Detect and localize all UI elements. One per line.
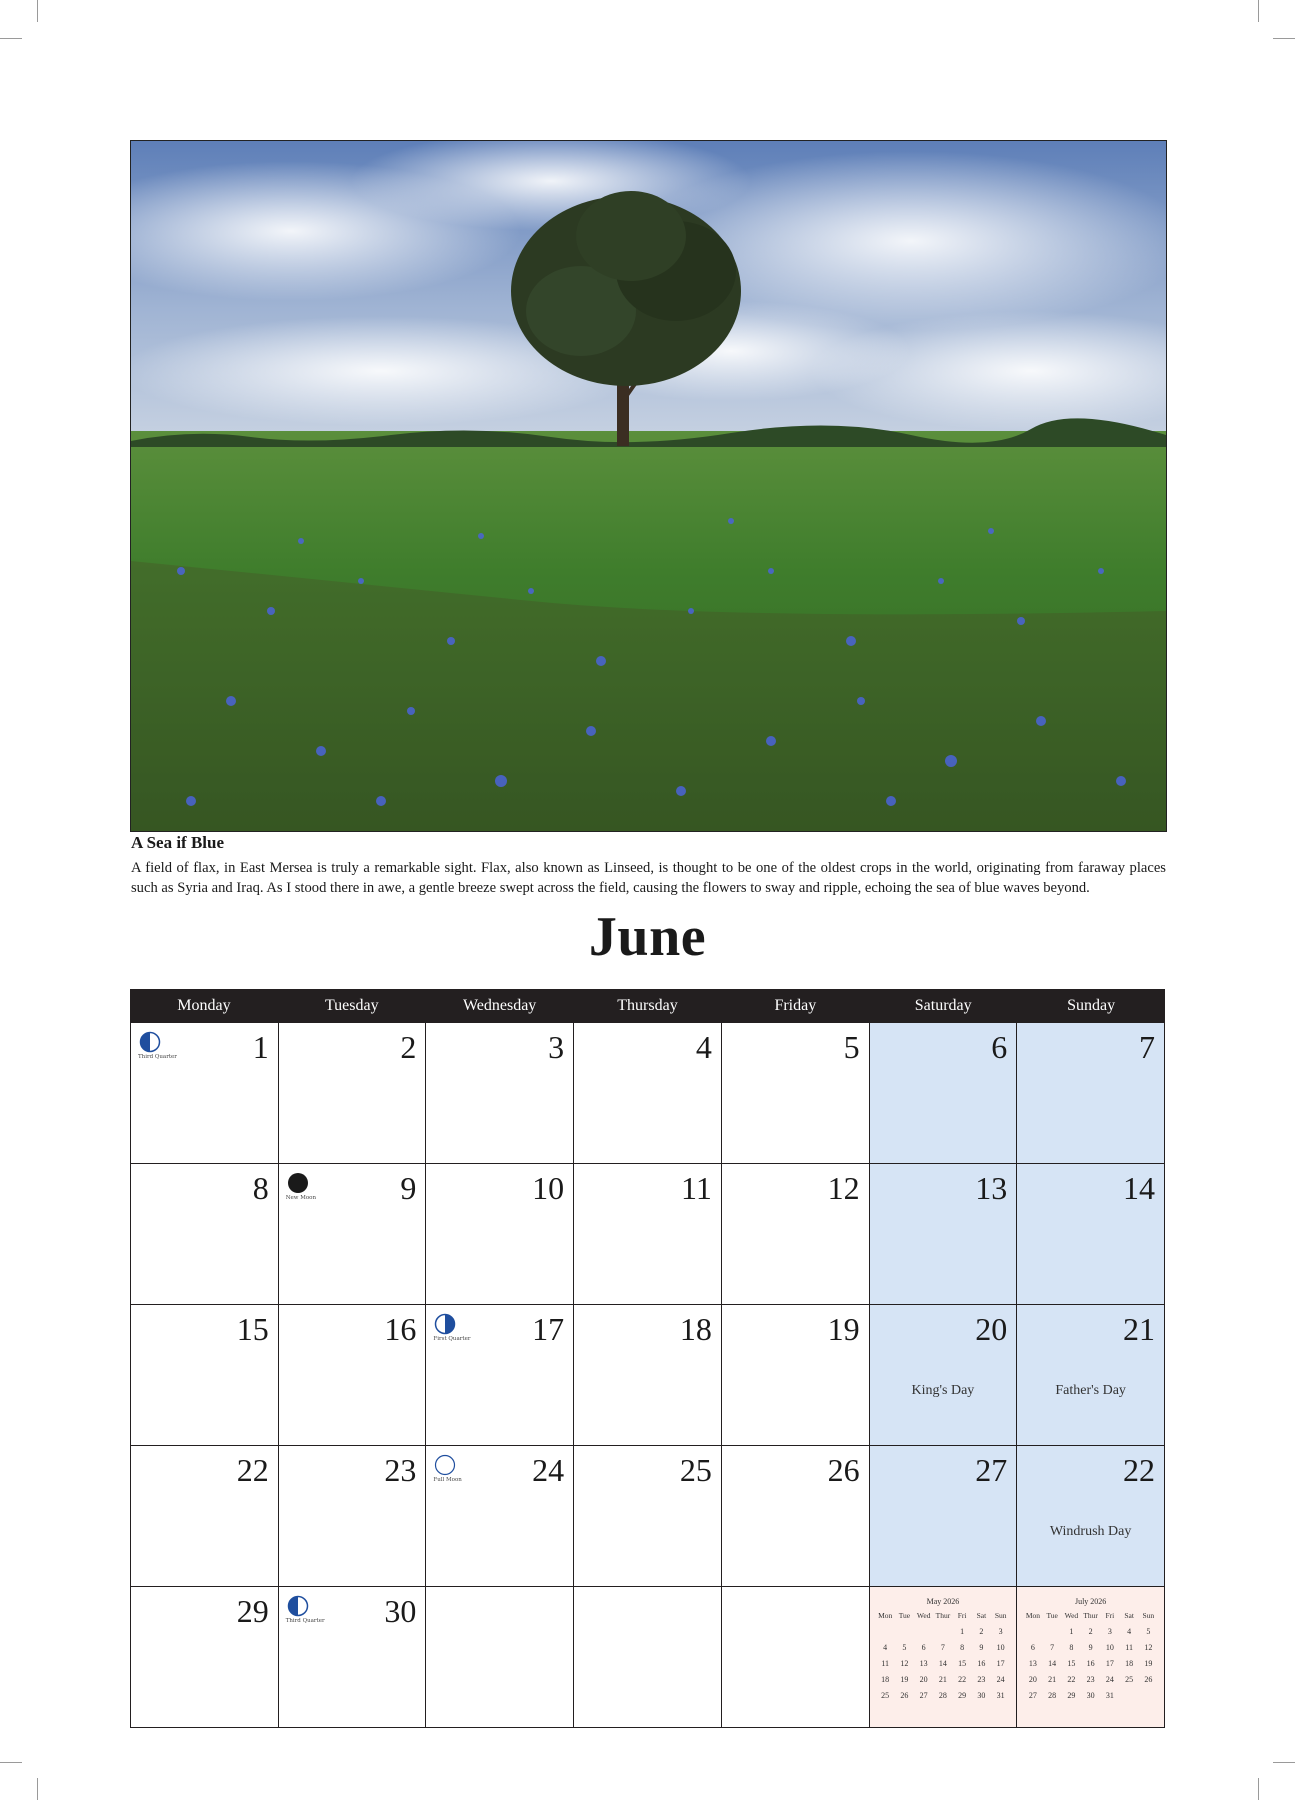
day-cell bbox=[131, 1164, 279, 1305]
first-quarter-icon bbox=[434, 1313, 456, 1335]
day-cell bbox=[131, 1305, 279, 1446]
mini-calendar-day bbox=[876, 1626, 895, 1638]
day-number: 26 bbox=[827, 1452, 860, 1488]
mini-calendar-day: 9 bbox=[1088, 1643, 1093, 1652]
mini-calendar-weekday: Sat bbox=[1124, 1611, 1134, 1620]
holiday-label: Windrush Day bbox=[1049, 1524, 1132, 1539]
mini-calendar-day: 17 bbox=[996, 1659, 1005, 1668]
mini-calendar-day: 30 bbox=[1086, 1691, 1095, 1700]
holiday-label: Father's Day bbox=[1055, 1383, 1126, 1398]
crop-mark bbox=[1258, 1778, 1259, 1800]
moon-phase-label: Third Quarter bbox=[138, 1054, 177, 1060]
mini-calendar-day: 18 bbox=[1125, 1659, 1134, 1668]
mini-calendar-day: 10 bbox=[996, 1643, 1005, 1652]
day-cell bbox=[722, 1446, 870, 1587]
day-cell bbox=[574, 1305, 722, 1446]
day-cell bbox=[1017, 1446, 1165, 1587]
day-cell bbox=[1017, 1164, 1165, 1305]
day-number: 9 bbox=[400, 1170, 417, 1206]
weekday-label: Saturday bbox=[914, 997, 972, 1014]
mini-calendar-day: 19 bbox=[900, 1675, 909, 1684]
mini-calendar-day: 21 bbox=[938, 1675, 947, 1684]
mini-calendar-title: May 2026 bbox=[926, 1597, 960, 1606]
day-number: 20 bbox=[975, 1311, 1008, 1347]
day-cell bbox=[870, 1446, 1018, 1587]
mini-calendar-day: 27 bbox=[1028, 1691, 1037, 1700]
mini-calendar-day: 16 bbox=[977, 1659, 986, 1668]
day-cell bbox=[426, 1164, 574, 1305]
mini-calendar-day: 8 bbox=[1069, 1643, 1074, 1652]
mini-calendar-day bbox=[1023, 1626, 1042, 1638]
day-cell bbox=[574, 1446, 722, 1587]
mini-calendar-weekday: Tue bbox=[898, 1611, 911, 1620]
weekday-header bbox=[130, 989, 1165, 1022]
mini-calendar-day: 4 bbox=[883, 1643, 888, 1652]
day-number: 24 bbox=[532, 1452, 565, 1488]
day-number: 7 bbox=[1138, 1029, 1155, 1065]
crop-mark bbox=[1273, 1762, 1295, 1763]
mini-calendar-day bbox=[933, 1626, 952, 1638]
day-cell bbox=[131, 1023, 279, 1164]
crop-mark bbox=[0, 1762, 22, 1763]
mini-calendar-body bbox=[876, 1597, 1011, 1702]
day-number: 11 bbox=[681, 1170, 712, 1206]
day-number: 29 bbox=[236, 1593, 269, 1629]
mini-calendar-day: 11 bbox=[881, 1659, 890, 1668]
day-number: 5 bbox=[843, 1029, 860, 1065]
mini-calendar-day bbox=[914, 1626, 933, 1638]
day-cell bbox=[574, 1023, 722, 1164]
mini-calendar-title: July 2026 bbox=[1074, 1597, 1107, 1606]
mini-calendar-day: 2 bbox=[1088, 1627, 1093, 1636]
new-moon-icon bbox=[287, 1172, 309, 1194]
mini-calendar-day: 14 bbox=[1048, 1659, 1057, 1668]
mini-calendar-day: 24 bbox=[996, 1675, 1005, 1684]
day-cell bbox=[722, 1305, 870, 1446]
day-number: 23 bbox=[384, 1452, 417, 1488]
mini-calendar-weekday: Wed bbox=[1064, 1611, 1079, 1620]
mini-calendar-weekday: Sun bbox=[1142, 1611, 1155, 1620]
mini-calendar-day: 20 bbox=[919, 1675, 928, 1684]
weekday-label: Sunday bbox=[1067, 997, 1116, 1014]
month-title: June bbox=[588, 906, 707, 968]
landscape-photo bbox=[130, 140, 1167, 832]
mini-calendar-day: 12 bbox=[900, 1659, 909, 1668]
day-number: 22 bbox=[236, 1452, 269, 1488]
day-number: 6 bbox=[991, 1029, 1008, 1065]
day-number: 12 bbox=[827, 1170, 860, 1206]
mini-calendar-day: 7 bbox=[1050, 1643, 1055, 1652]
photo-description: A field of flax, in East Mersea is truly a remarkable sight. Flax, also known as Linseed, is thought to be one of the oldest crops in the world, originating from faraway places such as Syria and Iraq. As I stood there in awe, a gentle breeze swept across the field, causing the flowers to sway and ripple, echoing the sea of blue waves beyond. bbox=[131, 860, 1166, 896]
mini-calendar-day: 6 bbox=[921, 1643, 926, 1652]
mini-calendar-day: 5 bbox=[902, 1643, 907, 1652]
weekday-label: Friday bbox=[774, 997, 817, 1014]
day-cell bbox=[279, 1023, 427, 1164]
weekday-label: Wednesday bbox=[462, 997, 537, 1014]
day-number: 4 bbox=[695, 1029, 712, 1065]
mini-calendar-day bbox=[895, 1626, 914, 1638]
moon-phase-label: Third Quarter bbox=[285, 1618, 325, 1624]
mini-calendar-day: 23 bbox=[977, 1675, 986, 1684]
day-grid bbox=[130, 1022, 1165, 1728]
mini-calendar-day: 18 bbox=[881, 1675, 890, 1684]
mini-calendar-weekday: Mon bbox=[878, 1611, 893, 1620]
mini-calendar-weekday: Thur bbox=[935, 1611, 951, 1620]
moon-phase-label: First Quarter bbox=[433, 1336, 471, 1342]
day-number: 30 bbox=[384, 1593, 417, 1629]
crop-mark bbox=[37, 1778, 38, 1800]
mini-calendar-day: 7 bbox=[940, 1643, 945, 1652]
mini-calendar-day: 1 bbox=[960, 1627, 965, 1636]
mini-calendar-day: 22 bbox=[958, 1675, 967, 1684]
mini-calendar-day: 31 bbox=[996, 1691, 1005, 1700]
mini-calendar-day: 5 bbox=[1146, 1627, 1151, 1636]
mini-calendar-day: 15 bbox=[958, 1659, 967, 1668]
mini-calendar-day: 25 bbox=[881, 1691, 890, 1700]
crop-mark bbox=[37, 0, 38, 22]
day-number: 22 bbox=[1122, 1452, 1155, 1488]
holiday-label: King's Day bbox=[911, 1383, 975, 1398]
mini-calendar-day: 21 bbox=[1048, 1675, 1057, 1684]
mini-calendar-day: 27 bbox=[919, 1691, 928, 1700]
mini-calendar-day: 9 bbox=[979, 1643, 984, 1652]
weekday-label: Monday bbox=[177, 997, 231, 1014]
mini-calendar bbox=[1017, 1587, 1165, 1728]
mini-calendar-day: 20 bbox=[1028, 1675, 1037, 1684]
mini-calendar-weekday: Sun bbox=[994, 1611, 1007, 1620]
mini-calendar-day: 13 bbox=[919, 1659, 928, 1668]
photo-title: A Sea if Blue bbox=[131, 833, 225, 852]
mini-calendar-day: 30 bbox=[977, 1691, 986, 1700]
mini-calendar-day: 8 bbox=[960, 1643, 965, 1652]
day-cell bbox=[1017, 1305, 1165, 1446]
empty-day-cell bbox=[574, 1587, 722, 1728]
full-moon-icon bbox=[434, 1454, 456, 1476]
moon-phase-label: New Moon bbox=[285, 1195, 317, 1201]
crop-mark bbox=[1273, 38, 1295, 39]
mini-calendar-day: 29 bbox=[1067, 1691, 1076, 1700]
day-number: 10 bbox=[532, 1170, 565, 1206]
mini-calendar-day: 26 bbox=[1144, 1675, 1153, 1684]
mini-calendar-weekday: Thur bbox=[1083, 1611, 1098, 1620]
mini-calendar-day: 24 bbox=[1105, 1675, 1114, 1684]
mini-calendar-day: 22 bbox=[1067, 1675, 1076, 1684]
day-number: 27 bbox=[975, 1452, 1008, 1488]
calendar-grid bbox=[130, 989, 1165, 1728]
day-number: 25 bbox=[679, 1452, 712, 1488]
third-quarter-icon bbox=[139, 1031, 161, 1053]
day-cell bbox=[870, 1023, 1018, 1164]
day-number: 8 bbox=[252, 1170, 269, 1206]
mini-calendar-day: 28 bbox=[938, 1691, 947, 1700]
crop-mark bbox=[0, 38, 22, 39]
mini-calendar-weekday: Sat bbox=[976, 1611, 987, 1620]
mini-calendar-day: 6 bbox=[1030, 1643, 1035, 1652]
day-cell bbox=[279, 1305, 427, 1446]
mini-calendar-day bbox=[1139, 1690, 1158, 1702]
mini-calendar-day: 13 bbox=[1028, 1659, 1037, 1668]
mini-calendar-day bbox=[1119, 1690, 1138, 1702]
mini-calendar-day: 29 bbox=[958, 1691, 967, 1700]
day-cell bbox=[279, 1446, 427, 1587]
moon-phase-label: Full Moon bbox=[433, 1477, 462, 1483]
day-number: 16 bbox=[384, 1311, 417, 1347]
day-cell bbox=[574, 1164, 722, 1305]
mini-calendar-day: 19 bbox=[1144, 1659, 1153, 1668]
mini-calendar-day: 23 bbox=[1086, 1675, 1095, 1684]
day-cell bbox=[426, 1023, 574, 1164]
weekday-label: Tuesday bbox=[324, 997, 379, 1014]
day-cell bbox=[870, 1305, 1018, 1446]
mini-calendar-day: 2 bbox=[979, 1627, 984, 1636]
mini-calendar-weekday: Wed bbox=[916, 1611, 931, 1620]
day-number: 18 bbox=[679, 1311, 712, 1347]
empty-day-cell bbox=[722, 1587, 870, 1728]
mini-calendar-body bbox=[1023, 1597, 1158, 1702]
day-number: 1 bbox=[252, 1029, 269, 1065]
mini-calendar-day: 3 bbox=[998, 1627, 1003, 1636]
day-cell bbox=[279, 1164, 427, 1305]
mini-calendar-grid bbox=[876, 1610, 1011, 1702]
mini-calendar-day: 10 bbox=[1105, 1643, 1114, 1652]
mini-calendar-weekday: Fri bbox=[957, 1611, 967, 1620]
day-cell bbox=[279, 1587, 427, 1728]
mini-calendar-day: 11 bbox=[1125, 1643, 1133, 1652]
mini-calendar-day: 15 bbox=[1067, 1659, 1076, 1668]
mini-calendar-day: 17 bbox=[1105, 1659, 1114, 1668]
day-cell bbox=[426, 1446, 574, 1587]
mini-calendar bbox=[870, 1587, 1018, 1728]
day-number: 21 bbox=[1122, 1311, 1155, 1347]
day-number: 2 bbox=[400, 1029, 417, 1065]
crop-mark bbox=[1258, 0, 1259, 22]
mini-calendar-day: 25 bbox=[1125, 1675, 1134, 1684]
mini-calendar-day bbox=[1043, 1626, 1062, 1638]
weekday-label: Thursday bbox=[617, 997, 678, 1014]
mini-calendar-day: 16 bbox=[1086, 1659, 1095, 1668]
mini-calendar-day: 14 bbox=[938, 1659, 947, 1668]
mini-calendar-grid bbox=[1023, 1610, 1158, 1702]
mini-calendar-weekday: Mon bbox=[1025, 1611, 1040, 1620]
day-number: 3 bbox=[548, 1029, 565, 1065]
mini-calendar-day: 4 bbox=[1127, 1627, 1132, 1636]
mini-calendar-day: 28 bbox=[1048, 1691, 1057, 1700]
mini-calendar-day: 26 bbox=[900, 1691, 909, 1700]
mini-calendar-weekday: Fri bbox=[1105, 1611, 1115, 1620]
day-cell bbox=[870, 1164, 1018, 1305]
day-number: 13 bbox=[975, 1170, 1008, 1206]
mini-calendar-day: 12 bbox=[1144, 1643, 1153, 1652]
day-cell bbox=[131, 1587, 279, 1728]
day-number: 17 bbox=[532, 1311, 565, 1347]
day-cell bbox=[722, 1164, 870, 1305]
mini-calendar-day: 31 bbox=[1105, 1691, 1114, 1700]
mini-calendar-weekday: Tue bbox=[1046, 1611, 1058, 1620]
day-number: 19 bbox=[827, 1311, 860, 1347]
mini-calendar-day: 3 bbox=[1107, 1627, 1112, 1636]
empty-day-cell bbox=[426, 1587, 574, 1728]
day-cell bbox=[722, 1023, 870, 1164]
day-cell bbox=[426, 1305, 574, 1446]
day-number: 14 bbox=[1122, 1170, 1155, 1206]
day-cell bbox=[131, 1446, 279, 1587]
mini-calendar-day: 1 bbox=[1069, 1627, 1074, 1636]
day-cell bbox=[1017, 1023, 1165, 1164]
third-quarter-icon bbox=[287, 1595, 309, 1617]
day-number: 15 bbox=[236, 1311, 269, 1347]
